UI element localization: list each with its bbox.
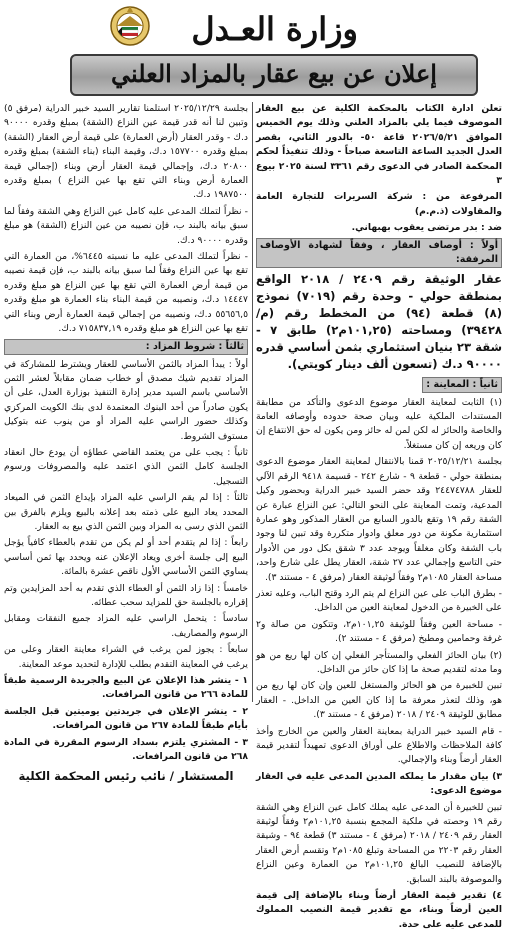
section-heading-inspection: ثانياً : المعاينة : (422, 377, 502, 393)
valuation-point: - نظراً لتملك المدعى عليه كامل عين النزاع وهي الشقة وفقاً لما سبق بيانه بالبند ب، فإن نصيبه من عين النزاع (الشقة) هو مبلغ وقدره ٩٠٠٠٠ د.ك. (4, 205, 248, 246)
auction-condition: ثانياً : يجب على من يعتمد القاضي عطاؤه أن يودع حال انعقاد الجلسة كامل الثمن الذي اعتمد عليه والمصروفات ورسوم التسجيل. (4, 446, 248, 487)
inspection-paragraph: - بطرق الباب على عين النزاع لم يتم الرد وقتح الباب، وعليه تعذر على الخبيرة من الدخول لمعاينة العين من الداخل. (256, 587, 502, 614)
inspection-point: تبين للخبيرة أن المدعى عليه يملك كامل عين النزاع وهي الشقة رقم ١٩ وحصته في ملكية المجمع بنسبة ١٠١,٢٥م٢ وفقاً لوثيقة العقار رقم ٢٤٠٩ / ٢٠١٨ (مرفق ٤ - مستند ٣) قطعة ٩٤ - وشيقة العقار رقم ٢٢٠٣ من المساحة وتبلغ ١٠٨٥م٢ وتقسم أرض العقار بالإضافة للنصيب البالغ ١٠١,٢٥م٢ من العمارة وعين النزاع والموصوفة بالبند السابق. (256, 801, 503, 885)
auction-condition: ثالثاً : إذا لم يقم الراسي عليه المزاد بإيداع الثمن في الميعاد المحدد يعاد البيع على ذمته بعد إعلانه بالبيع ويلزم بالفرق بين الثمن الذي رسى به المزاد وبين الثمن الذي بيع به العقار. (4, 492, 248, 532)
inspection-paragraph: بجلسة ٢٠٢٥/١٢/٢١ قمنا بالانتقال لمعاينة العقار موضوع الدعوى بمنطقة حولي - قطعة ٩ - شارع ٢٤٢ - قسيمة ٩٤١٨ الرقم الآلي للعقار ٢٤٤٧٤٧٨٨ وقد حضر السيد خبير الدراية وبحضور وكيل المدعية، وتمت المعاينة على النحو التالي: عين النزاع عبارة عن الشقة رقم ١٩ وتقع بالدور السابع من العقار المذكور وهو عمارة استثمارية مكونة من دور معلق وادوار متكررة وقد تبين لنا وجود باب الشقة وكان مغلقاً ويوجد عدد ٣ شقق بكل دور من الأدوار حتى التاسع وإجمالي عدد ٢٧ شقة، العقار يطل على شارع واحد، مساحة العقار ١٠٨٥م٢ وفقاً لوثيقة العقار (مرفق ٤ - مستند ٣). (256, 456, 503, 583)
inspection-paragraph: (١) الثابت لمعاينة العقار موضوع الدعوى والتأكد من مطابقة المستندات الملكية عليه وبيان صحة حدوده وأوصافه العامة والخاصة والحائز له لكن لمن له حائز ومن يكون له حق الانتفاع إن كان وريعه إن كان مستغلاً. (256, 396, 502, 451)
publication-note: ٣ - المشتري يلتزم بسداد الرسوم المقررة في المادة ٢٦٨ من قانون المرافعات. (4, 736, 248, 763)
intro-paragraph: تعلن ادارة الكتاب بالمحكمة الكلية عن بيع العقار الموصوف فيما يلي بالمزاد العلني وذلك يوم الخميس الموافق ٢٠٢٦/٥/٢١ قاعة ٥٠- بالدور الثاني، بقصر العدل الجديد الساعة التاسعة صباحاً - وذلك تنفيذاً لحكم المحكمة الصادر في الدعوى رقم ٣٣٦١ لسنة ٢٠٢٥ بيوع ٣ (256, 103, 503, 187)
publication-note: ١ - ينشر هذا الإعلان عن البيع والجريدة الرسمية طبقاً للمادة ٢٦٦ من قانون المرافعات. (4, 675, 248, 701)
ministry-name: وزارة العـدل (191, 10, 358, 48)
right-column (256, 102, 503, 930)
valuation-paragraph: بجلسة ٢٠٢٥/١٢/٢٩ استلمنا تقارير السيد خبير الدراية (مرفق ٥) وتبين لنا أنه قدر قيمة عين النزاع (الشقة) بمبلغ وقدره ٩٠٠٠٠ د.ك - وقدر العقار (أرض العمارة) على قيمة أرض العقار (الشقة) بمبلغ وقدره ١٥٧٧٠٠ د.ك، وقيمة البناء (بناء الشقة) بمبلغ وقدره ٢٠٨٠٠ د.ك، وإجمالي قيمة العقار أرض وبناء (إجمالي قيمة العمارة أرض وبناء التي تقع بها عين النزاع ) بمبلغ وقدره ١٩٨٧٥٠٠ د.ك. (4, 103, 248, 201)
signature-line: المستشار / نائب رئيس المحكمة الكلية (18, 769, 234, 784)
inspection-point: ٣) بيان مقدار ما يملكه المدين المدعى عليه في العقار موضوع الدعوى: (256, 770, 502, 797)
auction-condition: سادساً : يتحمل الراسي عليه المزاد جميع النفقات ومقابل الرسوم والمصاريف. (4, 613, 248, 639)
inspection-point: - قام السيد خبير الدراية بمعاينة العقار والعين من الخارج وأخذ كافة الملاحظات والاطلاع على أوراق الدعوى تمهيداً لتقدير قيمة العقار أرضاً وبناء والإجمالي. (256, 725, 502, 766)
section-heading-property: أولاً : أوصاف العقار ، وفقاً لشهادة الأوصاف المرفقة: (256, 238, 502, 268)
announcement-title: إعلان عن بيع عقار بالمزاد العلني (111, 59, 437, 88)
kuwait-emblem-icon (108, 2, 152, 48)
valuation-point: - نظراً لتملك المدعى عليه ما نسبته ٦٤٤٥%، من العمارة التي تقع بها عين النزاع وفقاً لما سبق بيانه بالبند ب، فإن قيمة نصيبه من قيمة أرض العمارة التي تقع بها عين النزاع هو مبلغ وقدره ١٤٤٤٧ د.ك، ونصيبه من قيمة البناء بناء العمارة هو مبلغ وقدره ٥٥٦٥٦,٥ د.ك، ونصيبه من إجمالي قيمة العمارة أرض وبناء التي تقع بها عين النزاع هو مبلغ وقدره ٧١٥٨٣٧,١٩ د.ك. (4, 251, 248, 335)
auction-condition: أولاً : يبدأ المزاد بالثمن الأساسي للعقار ويشترط للمشاركة في المزاد تقديم شيك مصدق أو خطاب ضمان مقابلاً لعشر الثمن الأساسي باسم السيد مدير إدارة التنفيذ بوزارة العدل، على أن يكون صادراً من أحد البنوك المعتمدة لدى بنك الكويت المركزي وكذلك حضور الراسي عليه المزاد أو من ينوب عنه بتوكيل مستوف الشروط. (4, 358, 248, 442)
section-heading-conditions: ثالثاً : شروط المزاد : (4, 339, 248, 355)
title-banner (70, 54, 478, 96)
auction-condition: رابعاً : إذا لم يتقدم أحد أو لم يكن من تقدم بالعطاء كافياً يؤجل البيع إلى جلسة أخرى ويعاد الإعلان عنه ويحدد بها ثمن أساسي يساوي الثمن الأساسي الأول ناقص عشرة بالمائة. (4, 537, 248, 578)
inspection-point: ٤) تقدير قيمة العقار أرضاً وبناء بالإضافة إلى قيمة العين أرضاً وبناء، مع تقدير قيمة النصيب المملوك للمدعى عليه على حدة. (256, 890, 502, 930)
auction-condition: خامساً : إذا زاد الثمن أو العطاء الذي تقدم به أحد المزايدين وتم إقراره بالجلسة حق للمزايد سحب عطائه. (4, 582, 248, 608)
inspection-paragraph: - مساحة العين وفقاً للوثيقة ١٠١,٢٥م٢، وتتكون من صالة و٢ غرفة وحمامين ومطبخ (مرفق ٤ - مستند ٢). (256, 618, 502, 645)
left-column (4, 102, 248, 784)
defendant-line: ضد : بدر مرتضى يعقوب بهبهاني. (351, 222, 502, 234)
inspection-point: تبين للخبيرة من هو الحائز والمستغل للعين وإن كان لها ريع من هو، وذلك لتعذر معرفة ما إذا كان العين من الداخل. - العقار مطابق للوثيقة ٢٤٠٩ / ٢٠١٨ (مرفق ٤ - مستند ٣). (256, 680, 502, 721)
publication-note: ٢ - ينشر الإعلان في جريدتين يوميتين قبل الجلسة بأيام طبقاً للمادة ٢٦٧ من قانون المرافعات. (4, 705, 248, 732)
inspection-point: (٢) بيان الحائز الفعلي والمستأجر الفعلي إن كان لها ريع من هو وما مدته لتقديم صحة ما إذا كان حائز من الداخل. (256, 649, 502, 675)
auction-condition: سابعاً : يجوز لمن يرغب في الشراء معاينة العقار وعلى من يرغب في المعاينة التقدم بطلب للإدارة لتحديد موعد المعاينة. (4, 644, 248, 670)
plaintiff-line: المرفوعة من : شركة السريرات للتجارة العامة والمقاولات (ذ.م.م) (256, 191, 502, 217)
property-description: عقار الوثيقة رقم ٢٤٠٩ / ٢٠١٨ الواقع بمنطقة حولي - وحدة رقم (٧٠١٩) نموذج (٨) قطعة (٩٤) من المخطط رقم (م/٣٩٤٢٨) ومساحته (١٠١,٢٥م٢) طابق ٧ - شقة ٢٣ بنيان استثماري بثمن أساسي قدره ٩٠٠٠٠ د.ك (تسعون ألف دينار كويتي). (256, 271, 502, 371)
column-divider (252, 102, 253, 702)
header (0, 0, 508, 100)
